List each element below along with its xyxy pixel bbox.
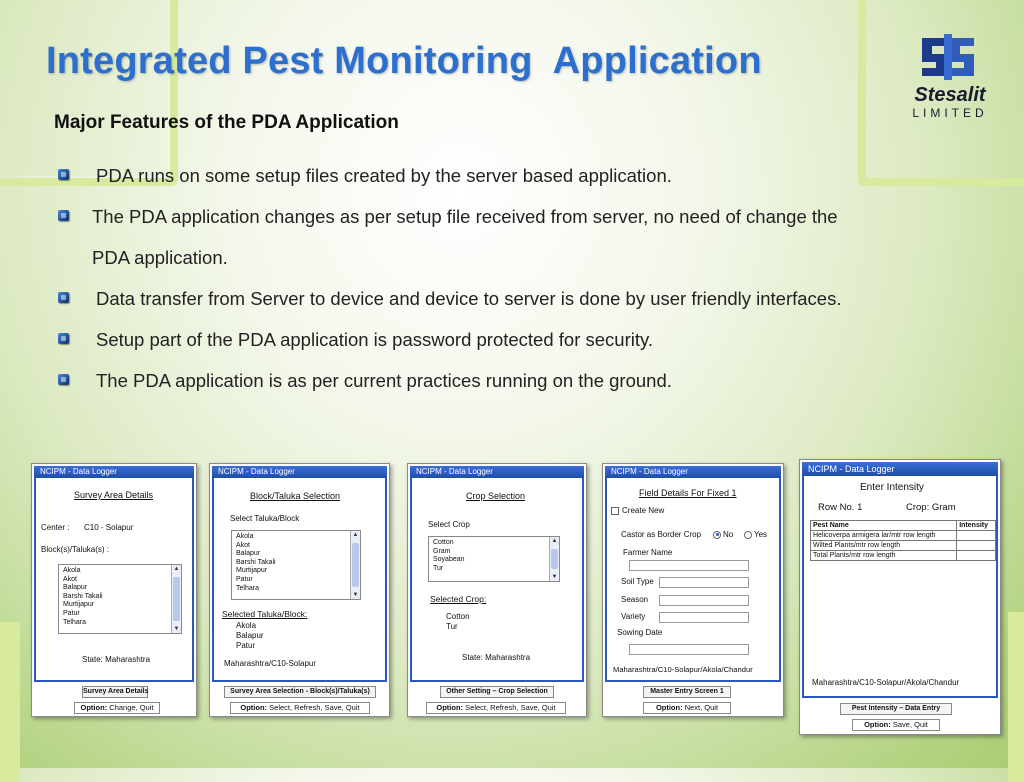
pest-intensity-table <box>810 520 996 561</box>
scroll-down-icon[interactable]: ▼ <box>551 574 558 580</box>
screen-header: NCIPM - Data Logger <box>34 466 194 478</box>
pest-name-cell: Total Plants/mtr row length <box>811 551 957 561</box>
list-item[interactable]: Telhara <box>236 584 259 592</box>
decorative-frame-bottom-left <box>0 622 20 782</box>
crop-selection-button[interactable]: Other Setting – Crop Selection <box>440 686 554 698</box>
list-item[interactable]: Gram <box>433 547 451 555</box>
option-bar <box>74 702 160 714</box>
variety-label: Variety <box>621 612 646 621</box>
bullet-icon <box>58 210 69 221</box>
taluka-listbox[interactable] <box>231 530 361 600</box>
center-label: Center : <box>41 523 70 532</box>
crop-listbox[interactable] <box>428 536 560 582</box>
logo-subtext: LIMITED <box>912 106 988 120</box>
soil-type-label: Soil Type <box>621 577 654 586</box>
screen-header: NCIPM - Data Logger <box>605 466 781 478</box>
screen-header: NCIPM - Data Logger <box>802 462 998 476</box>
scroll-thumb[interactable] <box>551 549 558 569</box>
sowing-date-label: Sowing Date <box>617 628 663 637</box>
list-item[interactable]: Patur <box>63 609 80 617</box>
feature-text: PDA runs on some setup files created by the server based application. <box>96 165 672 186</box>
list-item[interactable]: Barshi Takali <box>63 592 103 600</box>
intensity-input-cell[interactable] <box>957 541 996 551</box>
feature-text: Setup part of the PDA application is password protected for security. <box>96 329 654 350</box>
center-value: C10 - Solapur <box>84 523 134 532</box>
farmer-name-label: Farmer Name <box>623 548 673 557</box>
list-item[interactable]: Murtijapur <box>63 601 95 609</box>
path-text: Maharashtra/C10-Solapur <box>224 659 317 668</box>
bullet-icon <box>58 374 69 385</box>
scroll-down-icon[interactable]: ▼ <box>352 592 359 598</box>
logo-name: Stesalit <box>914 84 986 106</box>
pest-name-cell: Wilted Plants/mtr row length <box>811 541 957 551</box>
survey-area-details-button[interactable]: Survey Area Details <box>82 686 148 698</box>
screen-title: Crop Selection <box>466 491 526 501</box>
column-header-intensity: Intensity <box>957 521 996 531</box>
screen-content <box>802 476 998 698</box>
screen-content <box>34 478 194 682</box>
scrollbar[interactable] <box>350 531 360 599</box>
list-item[interactable]: Patur <box>236 575 253 583</box>
path-text: Maharashtra/C10-Solapur/Akola/Chandur <box>812 678 960 687</box>
option-label: Option: <box>240 703 268 712</box>
option-bar <box>426 702 566 714</box>
screen-content <box>212 478 387 682</box>
intensity-input-cell[interactable] <box>957 551 996 561</box>
screen-field-details <box>602 463 784 717</box>
list-item[interactable]: Tur <box>433 564 444 572</box>
feature-item <box>56 319 986 360</box>
list-item[interactable]: Balapur <box>63 584 88 592</box>
option-label: Option: <box>436 703 464 712</box>
option-value[interactable]: Change, Quit <box>109 703 154 712</box>
scroll-thumb[interactable] <box>352 543 359 587</box>
bullet-icon <box>58 333 69 344</box>
selected-item: Akola <box>236 621 257 630</box>
screen-header: NCIPM - Data Logger <box>410 466 584 478</box>
decorative-frame-bottom-right <box>1008 612 1024 782</box>
scrollbar[interactable] <box>549 537 559 581</box>
radio-yes-label: Yes <box>754 530 768 539</box>
list-item[interactable]: Cotton <box>433 539 454 546</box>
feature-item <box>56 360 986 401</box>
table-header-row <box>811 521 996 531</box>
option-bar <box>852 719 940 731</box>
screen-title: Enter Intensity <box>860 482 924 493</box>
scroll-up-icon[interactable]: ▲ <box>352 532 359 538</box>
screen-title: Block/Taluka Selection <box>250 491 341 501</box>
list-item[interactable]: Akot <box>236 541 251 549</box>
farmer-name-input[interactable] <box>629 560 749 571</box>
radio-icon[interactable] <box>744 531 752 539</box>
option-value[interactable]: Select, Refresh, Save, Quit <box>465 703 556 712</box>
screen-block-taluka-selection <box>209 463 390 717</box>
bullet-icon <box>58 169 69 180</box>
castor-label: Castor as Border Crop <box>621 530 702 539</box>
scroll-down-icon[interactable]: ▼ <box>173 626 180 632</box>
create-new-label: Create New <box>622 506 665 515</box>
selected-item: Balapur <box>236 631 264 640</box>
scrollbar[interactable] <box>171 565 181 633</box>
scroll-up-icon[interactable]: ▲ <box>173 566 180 572</box>
option-label: Option: <box>864 720 891 729</box>
screen-header: NCIPM - Data Logger <box>212 466 387 478</box>
screen-survey-area-details <box>31 463 197 717</box>
feature-item-continuation <box>56 237 986 278</box>
column-header-pest-name: Pest Name <box>811 521 957 531</box>
screen-title: Field Details For Fixed 1 <box>639 488 737 498</box>
variety-input[interactable] <box>659 612 749 623</box>
create-new-checkbox[interactable] <box>611 506 664 515</box>
selected-item: Tur <box>446 622 458 631</box>
block-label: Block(s)/Taluka(s) : <box>41 545 110 554</box>
pest-name-cell: Helicoverpa armigera lar/mtr row length <box>811 531 957 541</box>
selected-item: Patur <box>236 641 256 650</box>
option-bar <box>643 702 731 714</box>
list-item[interactable]: Akot <box>63 575 78 583</box>
intensity-input-cell[interactable] <box>957 531 996 541</box>
master-entry-button[interactable]: Master Entry Screen 1 <box>643 686 731 698</box>
season-label: Season <box>621 595 649 604</box>
option-label: Option: <box>80 703 108 712</box>
slide-title: Integrated Pest Monitoring Application <box>46 40 762 82</box>
radio-selected-icon[interactable] <box>713 531 721 539</box>
state-text: State: Maharashtra <box>462 653 531 662</box>
feature-item <box>56 196 986 237</box>
screen-crop-selection <box>407 463 587 717</box>
soil-type-input[interactable] <box>659 577 749 588</box>
checkbox-icon[interactable] <box>611 507 619 515</box>
state-text: State: Maharashtra <box>82 655 151 664</box>
feature-text: PDA application. <box>92 247 228 268</box>
row-number: Row No. 1 <box>818 502 863 513</box>
list-item[interactable]: Balapur <box>236 550 261 558</box>
path-text: Maharashtra/C10-Solapur/Akola/Chandur <box>613 665 753 674</box>
list-item[interactable]: Murtijapur <box>236 567 268 575</box>
selected-crop-label: Selected Crop: <box>430 594 487 604</box>
table-row <box>811 551 996 561</box>
block-listbox[interactable] <box>58 564 182 634</box>
table-row <box>811 531 996 541</box>
radio-no-label: No <box>723 530 734 539</box>
bullet-icon <box>58 292 69 303</box>
option-value[interactable]: Select, Refresh, Save, Quit <box>269 703 360 712</box>
scroll-thumb[interactable] <box>173 577 180 621</box>
stesalit-logo-icon <box>918 32 978 84</box>
feature-item <box>56 155 986 196</box>
screen-content <box>410 478 584 682</box>
season-input[interactable] <box>659 595 749 606</box>
list-item[interactable]: Barshi Takali <box>236 558 276 566</box>
scroll-up-icon[interactable]: ▲ <box>551 538 558 544</box>
feature-text: Data transfer from Server to device and device to server is done by user friendly interfaces. <box>96 288 842 309</box>
table-row <box>811 541 996 551</box>
survey-area-selection-button[interactable]: Survey Area Selection - Block(s)/Taluka(s) <box>224 686 376 698</box>
list-item[interactable]: Akola <box>63 567 81 574</box>
crop-label: Crop: Gram <box>906 502 956 513</box>
feature-text: The PDA application is as per current practices running on the ground. <box>96 370 672 391</box>
list-item[interactable]: Akola <box>236 533 254 540</box>
select-crop-label: Select Crop <box>428 520 470 529</box>
company-logo <box>896 30 1004 120</box>
screen-content <box>605 478 781 682</box>
feature-list <box>56 155 986 401</box>
select-taluka-label: Select Taluka/Block <box>230 514 300 523</box>
option-bar <box>230 702 370 714</box>
list-item[interactable]: Soyabean <box>433 556 465 564</box>
pest-intensity-data-entry-button[interactable]: Pest Intensity – Data Entry <box>840 703 952 715</box>
selected-item: Cotton <box>446 612 470 621</box>
feature-text: The PDA application changes as per setup file received from server, no need of change the <box>92 206 838 227</box>
radio-yes[interactable] <box>744 530 767 539</box>
option-label: Option: <box>655 703 683 712</box>
screen-enter-intensity <box>799 459 1001 735</box>
list-item[interactable]: Telhara <box>63 618 86 626</box>
option-value[interactable]: Save, Quit <box>892 720 928 729</box>
screen-title: Survey Area Details <box>74 490 154 500</box>
sowing-date-input[interactable] <box>629 644 749 655</box>
option-value[interactable]: Next, Quit <box>684 703 719 712</box>
section-subtitle: Major Features of the PDA Application <box>54 112 399 133</box>
feature-item <box>56 278 986 319</box>
selected-taluka-label: Selected Taluka/Block: <box>222 609 308 619</box>
radio-no[interactable] <box>713 530 733 539</box>
